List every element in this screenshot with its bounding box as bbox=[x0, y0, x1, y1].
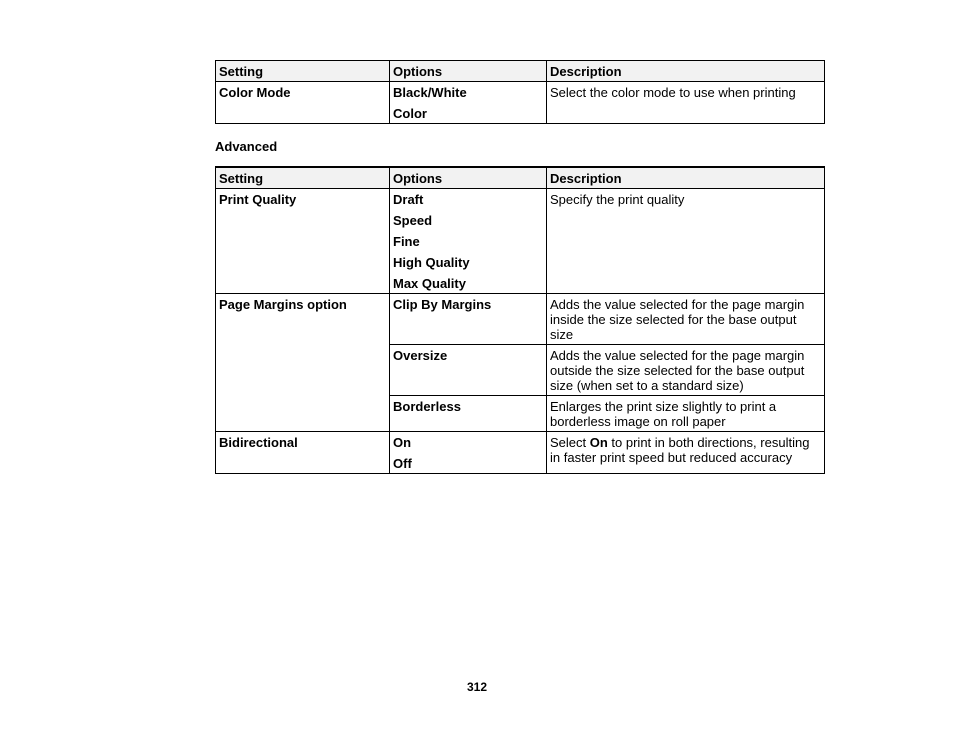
section-heading: Advanced bbox=[215, 139, 278, 154]
description-text: Select bbox=[550, 435, 590, 450]
table-row bbox=[216, 189, 825, 294]
options-cell bbox=[390, 189, 547, 294]
column-header-setting: Setting bbox=[216, 167, 390, 189]
option-value: Speed bbox=[393, 213, 433, 228]
column-header-options: Options bbox=[390, 61, 547, 82]
option-value: Off bbox=[393, 456, 412, 471]
description-cell: Specify the print quality bbox=[547, 189, 825, 294]
setting-name: Color Mode bbox=[216, 82, 390, 124]
option-value: Black/White bbox=[393, 85, 467, 100]
option-value: Draft bbox=[393, 192, 424, 207]
option-value: Oversize bbox=[390, 345, 547, 396]
description-cell bbox=[547, 432, 825, 474]
table-row bbox=[216, 294, 825, 345]
color-settings-table bbox=[215, 60, 825, 124]
option-value: Borderless bbox=[390, 396, 547, 432]
column-header-description: Description bbox=[547, 167, 825, 189]
advanced-settings-table bbox=[215, 166, 825, 474]
setting-name: Page Margins option bbox=[216, 294, 390, 432]
description-cell: Enlarges the print size slightly to print a borderless image on roll paper bbox=[547, 396, 825, 432]
option-value: Max Quality bbox=[393, 276, 466, 291]
page-number: 312 bbox=[466, 680, 488, 694]
option-value: Color bbox=[393, 106, 427, 121]
column-header-options: Options bbox=[390, 167, 547, 189]
table-header-row bbox=[216, 61, 825, 82]
description-cell: Adds the value selected for the page margin outside the size selected for the base output size (when set to a standard size) bbox=[547, 345, 825, 396]
description-emphasis: On bbox=[589, 435, 608, 450]
table-header-row bbox=[216, 167, 825, 189]
option-value: On bbox=[393, 435, 412, 450]
setting-name: Bidirectional bbox=[216, 432, 390, 474]
setting-name: Print Quality bbox=[216, 189, 390, 294]
description-cell: Adds the value selected for the page margin inside the size selected for the base output size bbox=[547, 294, 825, 345]
option-value: Fine bbox=[393, 234, 420, 249]
description-text: to print in both directions, resulting in faster print speed but reduced accuracy bbox=[550, 435, 810, 465]
option-value: High Quality bbox=[393, 255, 470, 270]
option-value: Clip By Margins bbox=[390, 294, 547, 345]
column-header-description: Description bbox=[547, 61, 825, 82]
table-row bbox=[216, 82, 825, 124]
options-cell bbox=[390, 432, 547, 474]
options-cell bbox=[390, 82, 547, 124]
table-row bbox=[216, 432, 825, 474]
description-cell: Select the color mode to use when printing bbox=[547, 82, 825, 124]
column-header-setting: Setting bbox=[216, 61, 390, 82]
